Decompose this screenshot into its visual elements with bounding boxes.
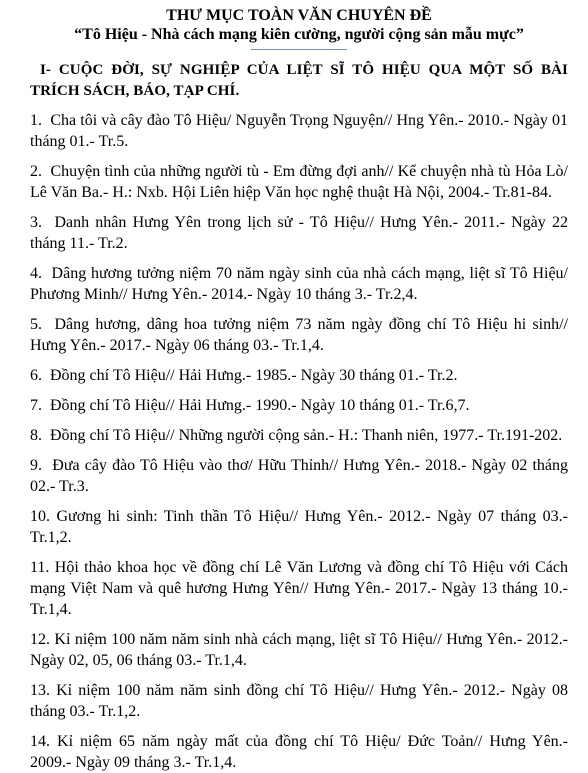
entry-text: Đồng chí Tô Hiệu// Hải Hưng.- 1985.- Ngày 30 tháng 01.- Tr.2. <box>50 367 458 384</box>
entry-number: 8. <box>30 427 42 444</box>
list-item <box>30 506 568 548</box>
list-item <box>30 395 568 416</box>
entry-text: Chuyện tình của những người tù - Em đừng đợi anh// Kể chuyện nhà tù Hỏa Lò/ Lê Văn Ba.- H.: Nxb. Hội Liên hiệp Văn học nghệ thuật Hà Nội, 2004.- Tr.81-84. <box>30 163 568 201</box>
entry-number: 4. <box>30 265 42 282</box>
entry-number: 10. <box>30 508 50 525</box>
document-title: THƯ MỤC TOÀN VĂN CHUYÊN ĐỀ <box>166 7 432 24</box>
entry-number: 13. <box>30 682 50 699</box>
list-item <box>30 629 568 671</box>
section-heading: I- CUỘC ĐỜI, SỰ NGHIỆP CỦA LIỆT SĨ TÔ HIỆU QUA MỘT SỐ BÀI TRÍCH SÁCH, BÁO, TẠP CHÍ. <box>30 62 568 99</box>
entry-text: Đưa cây đào Tô Hiệu vào thơ/ Hữu Thỉnh// Hưng Yên.- 2018.- Ngày 02 tháng 02.- Tr.3. <box>30 457 568 495</box>
entry-number: 7. <box>30 397 42 414</box>
entry-text: Dâng hương tưởng niệm 70 năm ngày sinh của nhà cách mạng, liệt sĩ Tô Hiệu/ Phương Minh// Hưng Yên.- 2014.- Ngày 10 tháng 3.- Tr.2,4. <box>30 265 568 303</box>
document-subtitle: “Tô Hiệu - Nhà cách mạng kiên cường, người cộng sản mẫu mực” <box>74 26 524 43</box>
entry-number: 9. <box>30 457 42 474</box>
list-item <box>30 365 568 386</box>
entry-text: Hội thảo khoa học về đồng chí Lê Văn Lương và đồng chí Tô Hiệu với Cách mạng Việt Nam và quê hương Hưng Yên// Hưng Yên.- 2017.- Ngày 13 tháng 10.- Tr.1,4. <box>30 559 569 618</box>
list-item <box>30 263 568 305</box>
entry-number: 3. <box>30 214 42 231</box>
entry-text: Đồng chí Tô Hiệu// Những người cộng sản.- H.: Thanh niên, 1977.- Tr.191-202. <box>50 427 563 444</box>
list-item <box>30 557 568 620</box>
entry-number: 2. <box>30 163 42 180</box>
entry-number: 6. <box>30 367 42 384</box>
entry-text: Kỉ niệm 100 năm năm sinh đồng chí Tô Hiệu// Hưng Yên.- 2012.- Ngày 08 tháng 03.- Tr.1,2. <box>30 682 568 720</box>
list-item <box>30 680 568 722</box>
entry-number: 11. <box>30 559 50 576</box>
title-divider <box>251 49 347 50</box>
list-item <box>30 455 568 497</box>
entry-text: Gương hi sinh: Tinh thần Tô Hiệu// Hưng Yên.- 2012.- Ngày 07 tháng 03.- Tr.1,2. <box>30 508 569 546</box>
list-item <box>30 161 568 203</box>
list-item <box>30 212 568 254</box>
entry-text: Dâng hương, dâng hoa tưởng niệm 73 năm ngày đồng chí Tô Hiệu hi sinh// Hưng Yên.- 2017.- Ngày 06 tháng 03.- Tr.1,4. <box>30 316 569 354</box>
entry-number: 1. <box>30 112 42 129</box>
entry-number: 14. <box>30 733 50 750</box>
entry-text: Cha tôi và cây đào Tô Hiệu/ Nguyễn Trọng Nguyện// Hng Yên.- 2010.- Ngày 01 tháng 01.- Tr.5. <box>30 112 569 150</box>
entry-text: Danh nhân Hưng Yên trong lịch sử - Tô Hiệu// Hưng Yên.- 2011.- Ngày 22 tháng 11.- Tr.2. <box>30 214 568 252</box>
list-item <box>30 731 568 773</box>
entry-text: Kỉ niệm 65 năm ngày mất của đồng chí Tô Hiệu/ Đức Toản// Hưng Yên.- 2009.- Ngày 09 tháng 3.- Tr.1,4. <box>30 733 569 771</box>
list-item <box>30 425 568 446</box>
entry-text: Kỉ niệm 100 năm năm sinh nhà cách mạng, liệt sĩ Tô Hiệu// Hưng Yên.- 2012.- Ngày 02, 05, 06 tháng 03.- Tr.1,4. <box>30 631 568 669</box>
list-item <box>30 314 568 356</box>
entry-text: Đồng chí Tô Hiệu// Hải Hưng.- 1990.- Ngày 10 tháng 01.- Tr.6,7. <box>50 397 470 414</box>
entry-number: 12. <box>30 631 50 648</box>
bibliography-list <box>30 110 568 773</box>
list-item <box>30 110 568 152</box>
entry-number: 5. <box>30 316 42 333</box>
